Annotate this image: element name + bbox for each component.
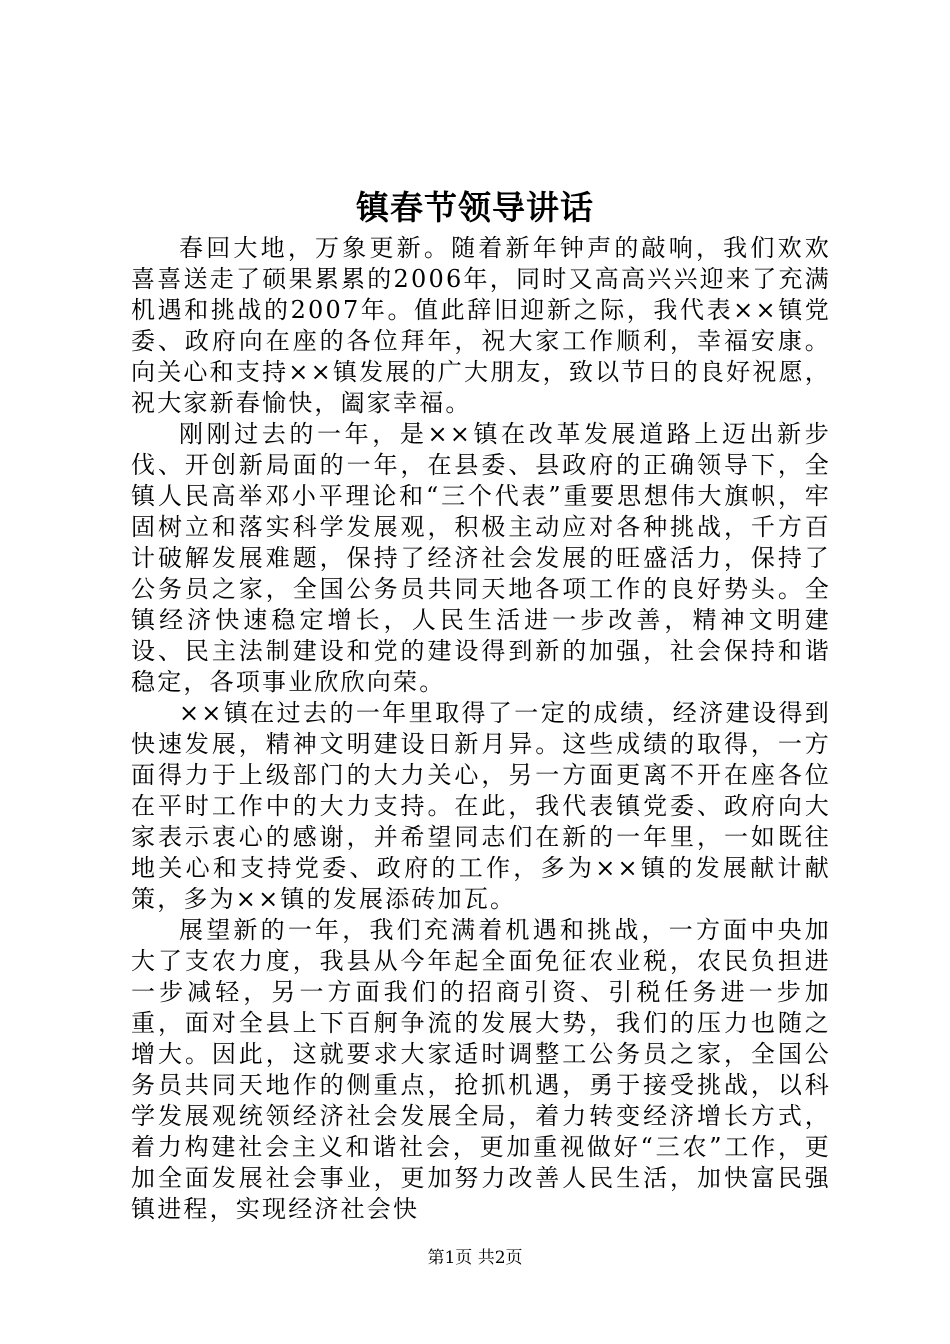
- page-number-footer: 第1页 共2页: [427, 1248, 523, 1268]
- document-title: 镇春节领导讲话: [356, 188, 594, 227]
- paragraph-2: 刚刚过去的一年，是××镇在改革发展道路上迈出新步伐、开创新局面的一年，在县委、县政府的正确领导下，全镇人民高举邓小平理论和“三个代表”重要思想伟大旗帜，牢固树立和落实科学发展观，积极主动应对各种挑战，千方百计破解发展难题，保持了经济社会发展的旺盛活力，保持了公务员之家，全国公务员共同天地各项工作的良好势头。全镇经济快速稳定增长，人民生活进一步改善，精神文明建设、民主法制建设和党的建设得到新的加强，社会保持和谐稳定，各项事业欣欣向荣。: [131, 420, 831, 696]
- paragraph-1: 春回大地，万象更新。随着新年钟声的敲响，我们欢欢喜喜送走了硕果累累的2006年，同时又高高兴兴迎来了充满机遇和挑战的2007年。值此辞旧迎新之际，我代表××镇党委、政府向在座的各位拜年，祝大家工作顺利，幸福安康。向关心和支持××镇发展的广大朋友，致以节日的良好祝愿，祝大家新春愉快，阖家幸福。: [131, 234, 831, 417]
- paragraph-3: ××镇在过去的一年里取得了一定的成绩，经济建设得到快速发展，精神文明建设日新月异。这些成绩的取得，一方面得力于上级部门的大力关心，另一方面更离不开在座各位在平时工作中的大力支持。在此，我代表镇党委、政府向大家表示衷心的感谢，并希望同志们在新的一年里，一如既往地关心和支持党委、政府的工作，多为××镇的发展献计献策，多为××镇的发展添砖加瓦。: [131, 699, 831, 913]
- paragraph-4: 展望新的一年，我们充满着机遇和挑战，一方面中央加大了支农力度，我县从今年起全面免征农业税，农民负担进一步减轻，另一方面我们的招商引资、引税任务进一步加重，面对全县上下百舸争流的发展大势，我们的压力也随之增大。因此，这就要求大家适时调整工公务员之家，全国公务员共同天地作的侧重点，抢抓机遇，勇于接受挑战，以科学发展观统领经济社会发展全局，着力转变经济增长方式，着力构建社会主义和谐社会，更加重视做好“三农”工作，更加全面发展社会事业，更加努力改善人民生活，加快富民强镇进程，实现经济社会快: [131, 916, 831, 1223]
- document-body: [131, 233, 831, 1225]
